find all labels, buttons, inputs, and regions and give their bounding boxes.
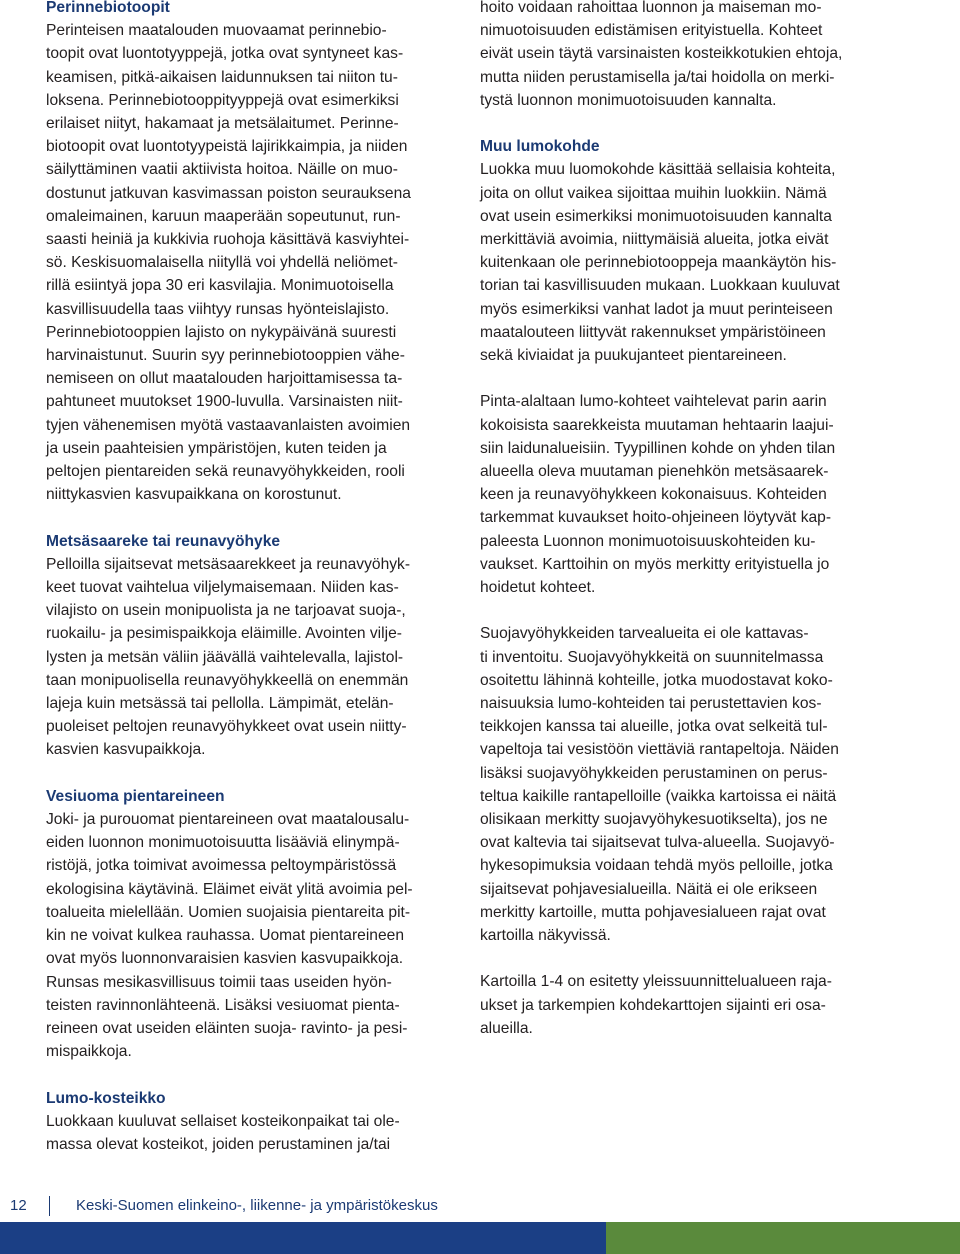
text-line: ruokailu- ja pesimispaikkoja eläimille. Avointen vilje- bbox=[46, 625, 402, 643]
text-line: omaleimainen, karuun maaperään sopeutunut, run- bbox=[46, 207, 401, 225]
text-line: lisäksi suojavyöhykkeiden perustaminen on perus- bbox=[480, 764, 828, 782]
text-line: olisikaan merkitty suojavyöhykesuotikselta), jos ne bbox=[480, 811, 828, 829]
section-heading: Vesiuoma pientareineen bbox=[46, 787, 225, 805]
text-line: lysten ja metsän väliin jäävällä vaihtelevalla, lajistol- bbox=[46, 648, 404, 666]
text-line: keen ja reunavyöhykkeen kokonaisuus. Kohteiden bbox=[480, 486, 827, 504]
text-line: biotoopit ovat luontotyypeistä lajirikkaimpia, ja niiden bbox=[46, 138, 408, 156]
text-line: niittykasvien kasvupaikkana on korostunut. bbox=[46, 486, 342, 504]
text-line: ovat usein esimerkiksi monimuotoisuuden kannalta bbox=[480, 207, 832, 225]
text-line: ti inventoitu. Suojavyöhykkeitä on suunnitelmassa bbox=[480, 648, 824, 666]
text-line: kokoisista saarekkeista muutaman hehtaarin laajui- bbox=[480, 416, 834, 434]
text-line: eiden luonnon monimuotoisuutta lisääviä elinympä- bbox=[46, 834, 400, 852]
text-line: ukset ja tarkempien kohdekarttojen sijainti eri osa- bbox=[480, 996, 826, 1014]
text-line: saasti heiniä ja kukkivia ruohoja käsittävä kasviyhtei- bbox=[46, 231, 410, 249]
text-line: kartoilla näkyvissä. bbox=[480, 927, 611, 945]
text-line: joita on ollut vaikea sijoittaa muihin luokkiin. Nämä bbox=[480, 184, 827, 202]
text-line: osoitettu lähinnä kohteille, jotka muodostavat koko- bbox=[480, 671, 833, 689]
paragraph-gap bbox=[480, 112, 858, 135]
text-line: Kartoilla 1-4 on esitetty yleissuunnittelualueen raja- bbox=[480, 973, 832, 991]
text-line: teltua kaikille rantapelloille (vaikka kartoissa ei näitä bbox=[480, 787, 837, 805]
text-line: dostunut jatkuvan kasvimassan poiston seurauksena bbox=[46, 184, 411, 202]
text-line: taan monipuolisella reunavyöhykkeellä on enemmän bbox=[46, 671, 409, 689]
text-line: ja usein paahteisien ympäristöjen, kuten teiden ja bbox=[46, 439, 387, 457]
text-line: tystä luonnon monimuotoisuuden kannalta. bbox=[480, 91, 777, 109]
text-line: säilyttäminen vaatii aktiivista hoitoa. Näille on muo- bbox=[46, 161, 398, 179]
right-column bbox=[480, 0, 858, 1040]
left-column bbox=[46, 0, 424, 1156]
text-line: Runsas mesikasvillisuus toimii taas useiden hyön- bbox=[46, 973, 392, 991]
text-line: massa olevat kosteikot, joiden perustaminen ja/tai bbox=[46, 1135, 391, 1153]
paragraph-gap bbox=[46, 1063, 424, 1086]
text-line: lajeja kuin metsässä tai pellolla. Lämpimät, etelän- bbox=[46, 695, 394, 713]
text-line: loksena. Perinnebiotooppityyppejä ovat esimerkiksi bbox=[46, 91, 399, 109]
section-heading: Perinnebiotoopit bbox=[46, 0, 170, 16]
organization-name: Keski-Suomen elinkeino-, liikenne- ja ympäristökeskus bbox=[76, 1197, 438, 1214]
text-line: rillä esiintyä jopa 30 eri kasvilajia. Monimuotoisella bbox=[46, 277, 394, 295]
paragraph-gap bbox=[46, 762, 424, 785]
text-line: kasvien kasvupaikkoja. bbox=[46, 741, 206, 759]
paragraph-gap bbox=[46, 506, 424, 529]
text-line: peltojen pientareiden sekä reunavyöhykkeiden, rooli bbox=[46, 463, 405, 481]
text-line: tarkemmat kuvaukset hoito-ohjeineen löytyvät kap- bbox=[480, 509, 832, 527]
text-line: puoleiset peltojen reunavyöhykkeet ovat usein niitty- bbox=[46, 718, 407, 736]
text-line: nimuotoisuuden edistämisen erityistuella. Kohteet bbox=[480, 22, 823, 40]
text-line: paleesta Luonnon monimuotoisuuskohteiden ku- bbox=[480, 532, 816, 550]
text-line: merkittäviä avoimia, niittymäisiä alueita, jotka eivät bbox=[480, 231, 829, 249]
text-line: kuitenkaan ole perinnebiotooppeja maankäytön his- bbox=[480, 254, 837, 272]
text-line: Pelloilla sijaitsevat metsäsaarekkeet ja reunavyöhyk- bbox=[46, 555, 411, 573]
text-line: Suojavyöhykkeiden tarvealueita ei ole kattavas- bbox=[480, 625, 809, 643]
text-line: sijaitsevat pohjavesialueilla. Näitä ei ole erikseen bbox=[480, 880, 818, 898]
text-line: ekologisina käytävinä. Eläimet eivät ylitä avoimia pel- bbox=[46, 880, 413, 898]
text-line: nemiseen on ollut maatalouden harjoittamisessa ta- bbox=[46, 370, 403, 388]
text-line: alueilla. bbox=[480, 1019, 533, 1037]
text-line: toopit ovat luontotyyppejä, jotka ovat syntyneet kas- bbox=[46, 45, 404, 63]
text-line: toalueita mielellään. Uomien suojaisia pientareita pit- bbox=[46, 903, 411, 921]
text-line: hoidetut kohteet. bbox=[480, 579, 596, 597]
text-line: alueella oleva muutaman pienehkön metsäsaarek- bbox=[480, 463, 829, 481]
text-line: keamisen, pitkä-aikaisen laidunnuksen tai niiton tu- bbox=[46, 68, 398, 86]
text-line: sekä kiviaidat ja puukujanteet pientareineen. bbox=[480, 347, 787, 365]
text-line: pahtuneet muutokset 1900-luvulla. Varsinaisten niit- bbox=[46, 393, 403, 411]
text-line: Luokkaan kuuluvat sellaiset kosteikonpaikat tai ole- bbox=[46, 1112, 400, 1130]
text-line: reineen ovat useiden eläinten suoja- ravinto- ja pesi- bbox=[46, 1019, 408, 1037]
text-line: hoito voidaan rahoittaa luonnon ja maiseman mo- bbox=[480, 0, 822, 16]
text-line: teikkojen kanssa tai alueille, jotka ovat selkeitä tul- bbox=[480, 718, 828, 736]
text-line: vilajisto on usein monipuolista ja ne tarjoavat suoja-, bbox=[46, 602, 406, 620]
text-line: tyjen vähenemisen myötä vastaavanlaisten avoimien bbox=[46, 416, 411, 434]
text-line: maatalouteen liittyvät rakennukset ympäristöineen bbox=[480, 323, 826, 341]
section-heading: Metsäsaareke tai reunavyöhyke bbox=[46, 532, 281, 550]
footer-divider bbox=[49, 1196, 50, 1216]
page-footer bbox=[0, 1186, 960, 1226]
text-line: Joki- ja purouomat pientareineen ovat maatalousalu- bbox=[46, 811, 410, 829]
section-heading: Muu lumokohde bbox=[480, 138, 600, 156]
text-line: vaukset. Karttoihin on myös merkitty erityistuella jo bbox=[480, 555, 830, 573]
text-line: siin laidunalueisiin. Tyypillinen kohde on yhden tilan bbox=[480, 439, 836, 457]
footer-bar-green bbox=[606, 1222, 960, 1254]
page-number: 12 bbox=[10, 1197, 27, 1214]
text-line: myös esimerkiksi vanhat ladot ja muut perinteiseen bbox=[480, 300, 833, 318]
text-line: merkitty kartoille, mutta pohjavesialueen rajat ovat bbox=[480, 903, 826, 921]
text-line: hykesopimuksia voidaan tehdä myös pelloille, jotka bbox=[480, 857, 833, 875]
paragraph-gap bbox=[480, 947, 858, 970]
paragraph-gap bbox=[480, 599, 858, 622]
text-line: ristöjä, jotka toimivat avoimessa peltoympäristössä bbox=[46, 857, 397, 875]
text-line: naisuuksia lumo-kohteiden tai perustettavien kos- bbox=[480, 695, 822, 713]
text-line: kin ne voivat kulkea rauhassa. Uomat pientareineen bbox=[46, 927, 405, 945]
text-line: mutta niiden perustamisella ja/tai hoidolla on merki- bbox=[480, 68, 835, 86]
text-line: keet tuovat vaihtelua viljelymaisemaan. Niiden kas- bbox=[46, 579, 399, 597]
section-heading: Lumo-kosteikko bbox=[46, 1089, 166, 1107]
text-line: kasvillisuudella taas viihtyy runsas hyönteislajisto. bbox=[46, 300, 390, 318]
footer-bar-blue bbox=[0, 1222, 606, 1254]
text-line: eivät usein täytä varsinaisten kosteikkotukien ehtoja, bbox=[480, 45, 843, 63]
text-line: mispaikkoja. bbox=[46, 1043, 132, 1061]
text-line: erilaiset niityt, hakamaat ja metsälaitumet. Perinne- bbox=[46, 115, 399, 133]
text-line: vapeltoja tai vesistöön viettäviä rantapeltoja. Näiden bbox=[480, 741, 839, 759]
text-line: Perinnebiotooppien lajisto on nykypäivänä suuresti bbox=[46, 323, 397, 341]
text-line: ovat kaltevia tai sijaitsevat tulva-alueella. Suojavyö- bbox=[480, 834, 835, 852]
text-line: ovat myös luonnonvaraisien kasvien kasvupaikkoja. bbox=[46, 950, 404, 968]
text-line: Perinteisen maatalouden muovaamat perinnebio- bbox=[46, 22, 387, 40]
text-line: sö. Keskisuomalaisella niityllä voi yhdellä neliömet- bbox=[46, 254, 398, 272]
text-line: torian tai kasvillisuuden mukaan. Luokkaan kuuluvat bbox=[480, 277, 840, 295]
text-line: teisten ravinnonlähteenä. Lisäksi vesiuomat pienta- bbox=[46, 996, 400, 1014]
text-line: harvinaistunut. Suurin syy perinnebiotooppien vähe- bbox=[46, 347, 405, 365]
text-line: Luokka muu luomokohde käsittää sellaisia kohteita, bbox=[480, 161, 836, 179]
text-line: Pinta-alaltaan lumo-kohteet vaihtelevat parin aarin bbox=[480, 393, 827, 411]
paragraph-gap bbox=[480, 367, 858, 390]
